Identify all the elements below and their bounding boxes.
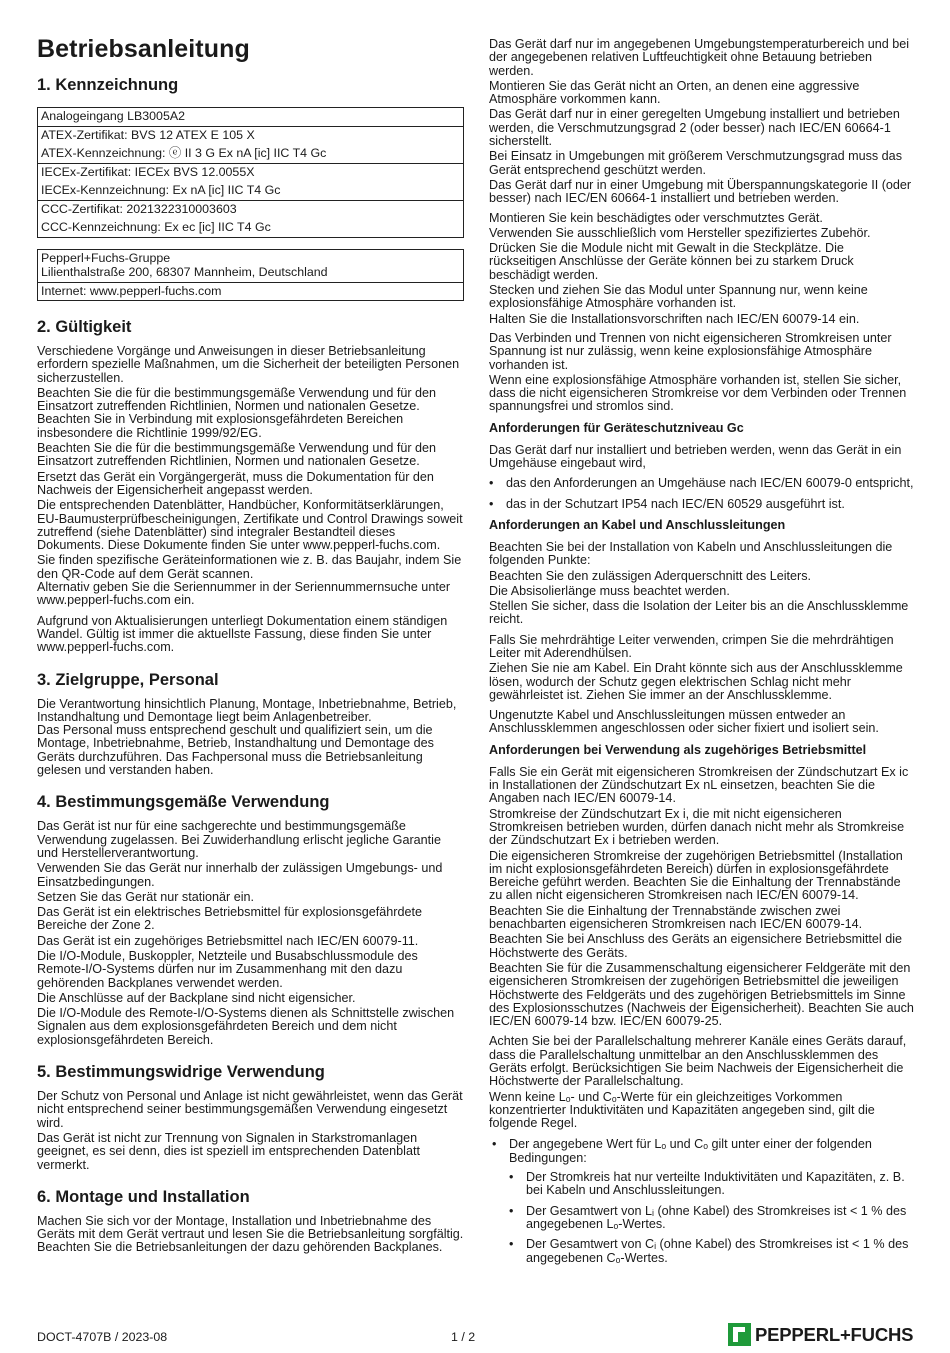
- paragraph: Das Gerät darf nur im angegebenen Umgebungstemperaturbereich und bei der angegebenen relativen Luftfeuchtigkeit ohne Betauung betrieben werden.: [489, 37, 910, 78]
- company-address: Lilienthalstraße 200, 68307 Mannheim, Deutschland: [41, 265, 328, 279]
- left-column: [37, 0, 464, 1255]
- paragraph: Beachten Sie die für die bestimmungsgemäße Verwendung und für den Einsatzort zutreffenden Richtlinien, Normen und nationalen Gesetze.: [37, 441, 437, 469]
- paragraph: Beachten Sie die für die bestimmungsgemäße Verwendung und für den Einsatzort zutreffenden Richtlinien, Normen und nationalen Gesetze. Beachten Sie in Verbindung mit explosionsgefährdeten Bereichen insbesondere die Richtlinie 1999/92/EG.: [37, 385, 437, 440]
- list-item: • Der Gesamtwert von Lᵢ (ohne Kabel) des Stromkreises ist < 1 % des angegebenen Lₒ-Wertes.: [526, 1205, 914, 1232]
- list-item: • Der Stromkreis hat nur verteilte Induktivitäten und Kapazitäten, z. B. bei Kabeln und Anschlussleitungen.: [526, 1171, 914, 1198]
- paragraph: Das Gerät ist nicht zur Trennung von Signalen in Starkstromanlagen geeignet, es sei denn, dies ist speziell im entsprechenden Datenblatt vermerkt.: [37, 1130, 420, 1172]
- gc-list: [506, 477, 914, 511]
- atex-certificate: ATEX-Zertifikat: BVS 12 ATEX E 105 X: [41, 127, 255, 142]
- company-table: [37, 249, 464, 302]
- paragraph: Alternativ geben Sie die Seriennummer in der Seriennummernsuche unter www.pepperl-fuchs.com ein.: [37, 580, 451, 608]
- paragraph: Ziehen Sie nie am Kabel. Ein Draht könnte sich aus der Anschlussklemme lösen, wodurch der Schutz gegen elektrischen Schlag nicht mehr gewährleistet ist. Ziehen Sie immer an der Anschlussklemme.: [489, 661, 903, 702]
- subheading-geraeteschutzniveau: Anforderungen für Geräteschutzniveau Gc: [489, 420, 744, 435]
- iecex-marking: IECEx-Kennzeichnung: Ex nA [ic] IIC T4 Gc: [41, 183, 281, 197]
- rule-sublist: [526, 1171, 914, 1265]
- paragraph: Die Absisolierlänge muss beachtet werden.: [489, 583, 730, 598]
- ccc-marking: CCC-Kennzeichnung: Ex ec [ic] IIC T4 Gc: [41, 220, 271, 234]
- paragraph: Stecken und ziehen Sie das Modul unter Spannung nur, wenn keine explosionsfähige Atmosphäre vorhanden ist.: [489, 283, 868, 311]
- iecex-certificate: IECEx-Zertifikat: IECEx BVS 12.0055X: [41, 164, 255, 179]
- paragraph: Setzen Sie das Gerät nur stationär ein.: [37, 889, 255, 904]
- product-name: Analogeingang LB3005A2: [38, 108, 464, 127]
- section-heading-zielgruppe: 3. Zielgruppe, Personal: [37, 670, 219, 689]
- pf-logo-icon: [728, 1323, 751, 1346]
- paragraph: Die Verantwortung hinsichtlich Planung, Montage, Inbetriebnahme, Betrieb, Instandhaltung und Demontage liegt beim Anlagenbetreiber.: [37, 696, 457, 724]
- section-heading-verwendung: 4. Bestimmungsgemäße Verwendung: [37, 793, 330, 812]
- company-cell: [38, 249, 464, 282]
- paragraph: Das Gerät ist ein elektrisches Betriebsmittel für explosionsgefährdete Bereiche der Zone 2.: [37, 905, 422, 933]
- paragraph: Falls Sie ein Gerät mit eigensicheren Stromkreisen der Zündschutzart Ex ic in Installationen der Zündschutzart Ex nL einsetzen, beachten Sie die Angaben nach IEC/EN 60079-14.: [489, 764, 909, 806]
- paragraph: Die Anschlüsse auf der Backplane sind nicht eigensicher.: [37, 990, 356, 1005]
- section-heading-kennzeichnung: 1. Kennzeichnung: [37, 76, 179, 94]
- paragraph: Falls Sie mehrdrähtige Leiter verwenden, crimpen Sie die mehrdrähtigen Leiter mit Aderendhülsen.: [489, 632, 894, 660]
- paragraph: Das Gerät ist ein zugehöriges Betriebsmittel nach IEC/EN 60079-11.: [37, 933, 419, 948]
- paragraph: Die eigensicheren Stromkreise der zugehörigen Betriebsmittel (Installation im nicht explosionsgefährdeten Bereich) dürfen in explosionsgefährdete Bereiche geführt werden. Beachten Sie die Einhaltung der Trennabstände zu allen nicht eigensicheren Stromkreisen nach IEC/EN 60079-14.: [489, 848, 903, 903]
- paragraph: Beachten Sie den zulässigen Aderquerschnitt des Leiters.: [489, 568, 812, 583]
- paragraph: Sie finden spezifische Geräteinformationen wie z. B. das Baujahr, indem Sie den QR-Code auf dem Gerät scannen.: [37, 553, 462, 581]
- subheading-zugehoeriges-betriebsmittel: Anforderungen bei Verwendung als zugehöriges Betriebsmittel: [489, 742, 867, 757]
- page-title: Betriebsanleitung: [37, 35, 250, 63]
- paragraph: Beachten Sie bei Anschluss des Geräts an eigensichere Betriebsmittel die Höchstwerte des Geräts.: [489, 932, 903, 960]
- right-column: [489, 38, 914, 1265]
- paragraph: Wenn eine explosionsfähige Atmosphäre vorhanden ist, stellen Sie sicher, dass die nicht eigensicheren Stromkreise vor dem Verbinden oder Trennen spannungsfrei und stromlos sind.: [489, 372, 907, 414]
- paragraph: Beachten Sie die Betriebsanleitungen der dazu gehörenden Backplanes.: [37, 1240, 443, 1255]
- paragraph: Stromkreise der Zündschutzart Ex i, die mit nicht eigensicheren Stromkreisen betrieben wurden, dürfen danach nicht mehr als Stromkreise der Zündschutzart Ex i betrieben werden.: [489, 806, 905, 848]
- paragraph: Das Gerät darf nur in einer Umgebung mit Überspannungskategorie II (oder besser) nach IEC/EN 60664-1 installiert und betrieben werden.: [489, 177, 912, 206]
- paragraph: Die entsprechenden Datenblätter, Handbücher, Konformitätserklärungen, EU-Baumusterprüfbescheinigungen, Zertifikate und Control Drawings soweit zutreffend (siehe Datenblätter) sind integraler Bestandteil dieses Dokuments. Diese Dokumente finden Sie unter www.pepperl-fuchs.com.: [37, 498, 463, 553]
- list-item: • Der Gesamtwert von Cᵢ (ohne Kabel) des Stromkreises ist < 1 % des angegebenen Cₒ-Wertes.: [526, 1238, 914, 1265]
- paragraph: Halten Sie die Installationsvorschriften nach IEC/EN 60079-14 ein.: [489, 311, 860, 326]
- iecex-cell: [38, 163, 464, 200]
- section-body-montage: [37, 1215, 464, 1255]
- company-internet[interactable]: Internet: www.pepperl-fuchs.com: [38, 282, 464, 301]
- paragraph: Achten Sie bei der Parallelschaltung mehrerer Kanäle eines Geräts darauf, dass die Parallelschaltung unmittelbar an den Anschlussklemmen des Geräts erfolgt. Berücksichtigen Sie beim Nachweis der Eigensicherheit die Höchstwerte der Parallelschaltung.: [489, 1034, 907, 1089]
- section-heading-gueltigkeit: 2. Gültigkeit: [37, 318, 132, 336]
- paragraph: Stellen Sie sicher, dass die Isolation der Leiter bis an die Anschlussklemme reicht.: [489, 599, 909, 627]
- list-item: [509, 1138, 914, 1264]
- ccc-certificate: CCC-Zertifikat: 2021322310003603: [41, 201, 237, 216]
- paragraph: Montieren Sie das Gerät nicht an Orten, an denen eine aggressive Atmosphäre vorkommen kann.: [489, 78, 860, 107]
- paragraph: Verschiedene Vorgänge und Anweisungen in dieser Betriebsanleitung erfordern spezielle Maßnahmen, um die Sicherheit der beteiligten Personen sicherzustellen.: [37, 344, 460, 385]
- section-body-gueltigkeit: [37, 345, 464, 655]
- paragraph: Das Personal muss entsprechend geschult und qualifiziert sein, um die Montage, Inbetriebnahme, Betrieb, Instandhaltung und Demontage des Geräts durchzuführen. Das Fachpersonal muss die Betriebsanleitung gelesen und verstanden haben.: [37, 723, 434, 778]
- paragraph: Das Gerät darf nur installiert und betrieben werden, wenn das Gerät in ein Umgehäuse eingebaut wird,: [489, 442, 902, 471]
- logo-text: PEPPERL+FUCHS: [755, 1323, 914, 1345]
- document-id: DOCT-4707B / 2023-08: [37, 1330, 168, 1344]
- paragraph: Verwenden Sie ausschließlich vom Hersteller spezifiziertes Zubehör.: [489, 225, 871, 240]
- paragraph: Die I/O-Module, Buskoppler, Netzteile und Busabschlussmodule des Remote-I/O-Systems dürfen nur im Zusammenhang mit den dazu gehörenden Backplanes verwendet werden.: [37, 948, 418, 990]
- section-body-zielgruppe: [37, 698, 464, 778]
- paragraph: Montieren Sie kein beschädigtes oder verschmutztes Gerät.: [489, 210, 823, 225]
- page-number: 1 / 2: [451, 1330, 476, 1344]
- paragraph: Drücken Sie die Module nicht mit Gewalt in die Steckplätze. Die rückseitigen Anschlüsse der Geräte können bei zu starkem Druck beschädigt werden.: [489, 241, 854, 282]
- paragraph: Das Gerät darf nur in einer geregelten Umgebung installiert und betrieben werden, die Verschmutzungsgrad 2 (oder besser) nach IEC/EN 60664-1 sicherstellt.: [489, 107, 900, 149]
- paragraph: Der Schutz von Personal und Anlage ist nicht gewährleistet, wenn das Gerät nicht entsprechend seiner bestimmungsgemäßen Verwendung eingesetzt wird.: [37, 1089, 463, 1130]
- section-body-bestimmungswidrig: [37, 1090, 464, 1172]
- identification-table: [37, 107, 464, 238]
- paragraph: Beachten Sie für die Zusammenschaltung eigensicherer Feldgeräte mit den eigensicheren Stromkreisen der zugehörigen Betriebsmittel die jeweiligen Höchstwerte des Feldgeräts und des zugehörigen Betriebsmittels im Sinne des Explosionsschutzes (Nachweis der Eigensicherheit). Beachten Sie auch IEC/EN 60079-14 bzw. IEC/EN 60079-25.: [489, 960, 914, 1029]
- paragraph: Beachten Sie die Einhaltung der Trennabstände zwischen zwei benachbarten eigensicheren Stromkreisen nach IEC/EN 60079-14.: [489, 903, 863, 932]
- atex-cell: [38, 126, 464, 163]
- paragraph: Die I/O-Module des Remote-I/O-Systems dienen als Schnittstelle zwischen Signalen aus dem explosionsgefährdeten Bereich und dem nicht explosionsgefährdeten Bereich.: [37, 1006, 455, 1047]
- section-heading-bestimmungswidrig: 5. Bestimmungswidrige Verwendung: [37, 1063, 325, 1082]
- paragraph: Beachten Sie bei der Installation von Kabeln und Anschlussleitungen die folgenden Punkte:: [489, 539, 893, 568]
- paragraph: Verwenden Sie das Gerät nur innerhalb der zulässigen Umgebungs- und Einsatzbedingungen.: [37, 861, 443, 889]
- paragraph: Das Gerät ist nur für eine sachgerechte und bestimmungsgemäße Verwendung zugelassen. Bei Zuwiderhandlung erlischt jegliche Garantie und Herstellerverantwortung.: [37, 819, 441, 860]
- section-body-verwendung: [37, 820, 464, 1047]
- paragraph: Bei Einsatz in Umgebungen mit größerem Verschmutzungsgrad muss das Gerät entsprechend geschützt werden.: [489, 149, 902, 177]
- paragraph: Machen Sie sich vor der Montage, Installation und Inbetriebnahme des Geräts mit dem Gerät vertraut und lesen Sie die Betriebsanleitung sorgfältig.: [37, 1213, 464, 1242]
- rule-list: [509, 1138, 914, 1264]
- paragraph: Aufgrund von Aktualisierungen unterliegt Dokumentation einem ständigen Wandel. Gültig ist immer die aktuellste Fassung, diese finden Sie unter www.pepperl-fuchs.com.: [37, 613, 448, 655]
- section-heading-montage: 6. Montage und Installation: [37, 1187, 250, 1206]
- paragraph: Wenn keine Lₒ- und Cₒ-Werte für ein gleichzeitiges Vorkommen konzentrierter Induktivitäten und Kapazitäten angegeben sind, gilt die folgende Regel.: [489, 1089, 875, 1131]
- atex-marking: ATEX-Kennzeichnung: ⓔ II 3 G Ex nA [ic] IIC T4 Gc: [41, 146, 327, 160]
- paragraph: Ersetzt das Gerät ein Vorgängergerät, muss die Dokumentation für den Nachweis der Eigensicherheit angepasst werden.: [37, 469, 434, 497]
- paragraph: Das Verbinden und Trennen von nicht eigensicheren Stromkreisen unter Spannung ist nur zulässig, wenn keine explosionsfähige Atmosphäre vorhanden ist.: [489, 330, 892, 372]
- rule-text: Der angegebene Wert für Lₒ und Cₒ gilt unter einer der folgenden Bedingungen:: [509, 1137, 872, 1165]
- paragraph: Ungenutzte Kabel und Anschlussleitungen müssen entweder an Anschlussklemmen angeschlossen oder sicher fixiert und isoliert sein.: [489, 708, 879, 736]
- ccc-cell: [38, 200, 464, 237]
- company-logo: [728, 1323, 913, 1346]
- list-item: • das in der Schutzart IP54 nach IEC/EN 60529 ausgeführt ist.: [506, 498, 914, 511]
- subheading-kabel: Anforderungen an Kabel und Anschlussleitungen: [489, 517, 786, 532]
- company-name: Pepperl+Fuchs-Gruppe: [41, 250, 171, 265]
- list-item: • das den Anforderungen an Umgehäuse nach IEC/EN 60079-0 entspricht,: [506, 477, 914, 490]
